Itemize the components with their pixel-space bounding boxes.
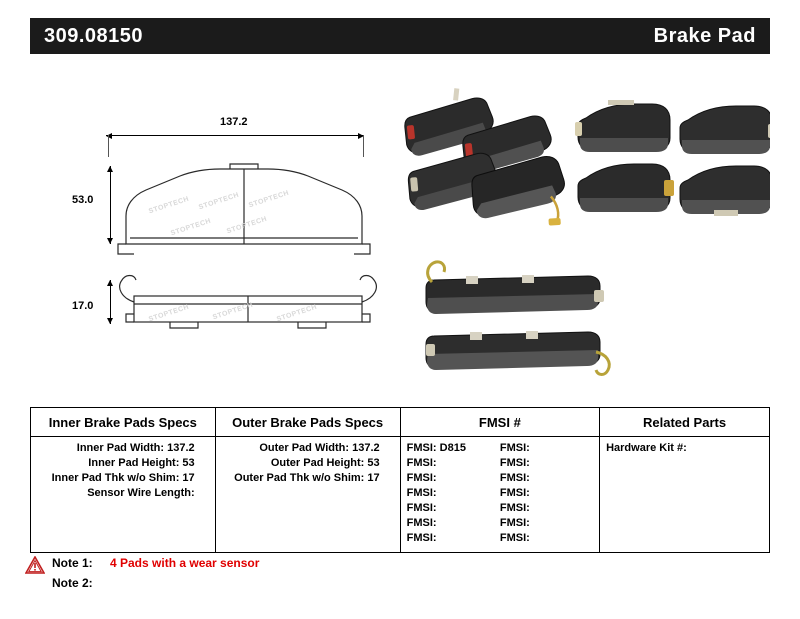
list-item: Inner Pad Height: 53 xyxy=(88,457,195,469)
pad-photo-cluster-left xyxy=(401,84,567,230)
watermark-text: STOPTECH xyxy=(247,189,291,210)
pad-photo-edge-views xyxy=(426,262,609,375)
note1-label: Note 1: xyxy=(52,556,93,570)
watermark-text: STOPTECH xyxy=(211,301,255,322)
list-item: FMSI: xyxy=(499,517,530,529)
list-item: FMSI: xyxy=(499,532,530,544)
related-parts-list xyxy=(606,441,763,456)
fmsi-column-left xyxy=(407,441,500,546)
list-item: FMSI: xyxy=(499,472,530,484)
note2-label: Note 2: xyxy=(52,576,93,590)
list-item: Outer Pad Thk w/o Shim: 17 xyxy=(234,472,380,484)
watermark-text: STOPTECH xyxy=(275,303,319,324)
cell-related-parts xyxy=(600,437,770,553)
table-header-row xyxy=(31,408,770,437)
watermark-text: STOPTECH xyxy=(147,195,191,216)
specifications-table xyxy=(30,407,770,553)
list-item: FMSI: xyxy=(406,472,437,484)
warning-icon xyxy=(25,556,45,574)
list-item: Inner Pad Width: 137.2 xyxy=(76,442,195,454)
header-outer-specs: Outer Brake Pads Specs xyxy=(215,408,400,437)
list-item: Outer Pad Height: 53 xyxy=(270,457,380,469)
pad-photo-group xyxy=(30,66,770,386)
cell-outer-specs xyxy=(215,437,400,553)
header-inner-specs: Inner Brake Pads Specs xyxy=(31,408,216,437)
width-dimension-label: 137.2 xyxy=(220,116,248,128)
list-item: FMSI: xyxy=(406,517,437,529)
pad-photo-cluster-right xyxy=(575,100,770,216)
watermark-text: STOPTECH xyxy=(197,191,241,212)
document-type-label: Brake Pad xyxy=(653,24,756,47)
thickness-dimension-label: 17.0 xyxy=(72,300,94,312)
note-row-2 xyxy=(52,573,552,593)
list-item: FMSI: xyxy=(499,442,530,454)
document-header xyxy=(30,18,770,54)
list-item: FMSI: xyxy=(499,457,530,469)
list-item: FMSI: xyxy=(499,487,530,499)
header-related-parts: Related Parts xyxy=(600,408,770,437)
fmsi-column-right xyxy=(500,441,593,546)
watermark-text: STOPTECH xyxy=(169,217,213,238)
list-item: FMSI: xyxy=(499,502,530,514)
inner-specs-list xyxy=(37,441,209,501)
list-item: Inner Pad Thk w/o Shim: 17 xyxy=(51,472,195,484)
list-item: FMSI: xyxy=(406,532,437,544)
outer-specs-list xyxy=(222,441,394,486)
note1-value: 4 Pads with a wear sensor xyxy=(110,556,260,570)
list-item: Outer Pad Width: 137.2 xyxy=(259,442,380,454)
list-item: FMSI: xyxy=(406,487,437,499)
notes-section xyxy=(52,553,552,593)
watermark-text: STOPTECH xyxy=(147,303,191,324)
drawing-area xyxy=(30,66,770,386)
list-item: FMSI: xyxy=(406,502,437,514)
part-number: 309.08150 xyxy=(44,24,144,47)
cell-inner-specs xyxy=(31,437,216,553)
header-fmsi: FMSI # xyxy=(400,408,599,437)
cell-fmsi xyxy=(400,437,599,553)
note-row-1 xyxy=(52,553,552,573)
list-item: Sensor Wire Length: xyxy=(87,487,195,499)
table-body-row xyxy=(31,437,770,553)
list-item: FMSI: D815 xyxy=(406,442,466,454)
list-item: Hardware Kit #: xyxy=(606,442,687,454)
list-item: FMSI: xyxy=(406,457,437,469)
height-dimension-label: 53.0 xyxy=(72,194,94,206)
watermark-text: STOPTECH xyxy=(225,215,269,236)
